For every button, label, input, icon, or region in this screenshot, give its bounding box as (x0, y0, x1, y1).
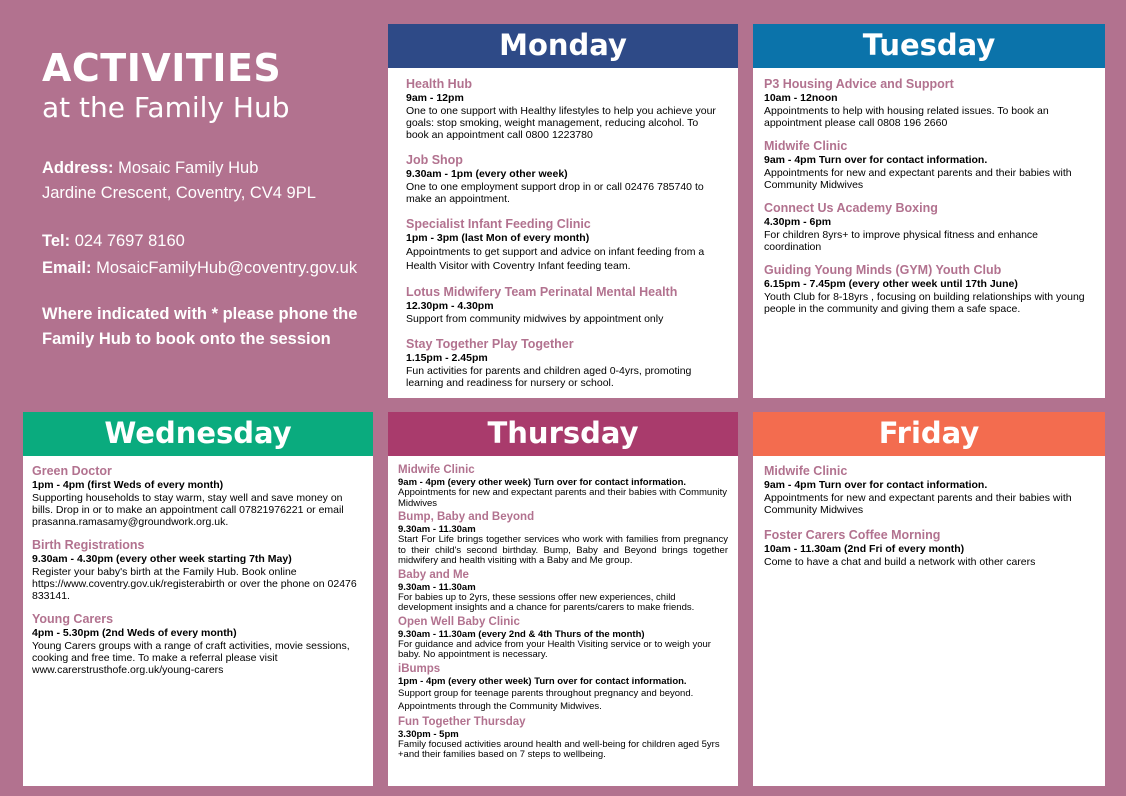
activity-name: Specialist Infant Feeding Clinic (406, 217, 591, 231)
activity-desc: Family focused activities around health and well-being for children aged 5yrs +and their families based on 7 steps to wellbeing. (398, 738, 720, 760)
list-item (406, 77, 720, 141)
activity-desc: Appointments for new and expectant parents and their babies with Community Midwives (764, 492, 1072, 516)
activity-desc: One to one support with Healthy lifestyles to help you achieve your goals: stop smoking, weight management, reducing alcohol. To book an appointment call 0800 1223780 (406, 105, 716, 141)
list-item (764, 528, 1093, 568)
activity-desc: Register your baby's birth at the Family Hub. Book online https://www.coventry.gov.uk/registerabirth or over the phone on 02476 833141. (32, 566, 357, 602)
activity-time: 1pm - 4pm (first Weds of every month) (32, 479, 224, 491)
activity-name: Open Well Baby Clinic (398, 615, 520, 628)
wednesday-list (23, 456, 373, 676)
activity-desc: Appointments to help with housing related issues. To book an appointment please call 0808 196 2660 (764, 105, 1049, 129)
activity-time: 9am - 12pm (406, 92, 464, 104)
activity-time: 9am - 4pm Turn over for contact information. (764, 154, 988, 166)
activity-desc: Appointments to get support and advice on infant feeding from a Health Visitor with Coventry Infant feeding team. (406, 246, 705, 272)
activity-name: Connect Us Academy Boxing (764, 201, 938, 215)
list-item (398, 663, 728, 714)
activity-desc: Come to have a chat and build a network with other carers (764, 556, 1036, 568)
activity-time: 1pm - 3pm (last Mon of every month) (406, 232, 590, 244)
activity-name: Lotus Midwifery Team Perinatal Mental Health (406, 285, 678, 299)
activity-name: iBumps (398, 662, 441, 675)
activity-time: 9.30am - 1pm (every other week) (406, 168, 568, 180)
list-item (398, 511, 728, 567)
activity-name: Health Hub (406, 77, 472, 91)
activity-desc: Fun activities for parents and children aged 0-4yrs, promoting learning and readiness for nursery or school. (406, 365, 692, 389)
activity-name: Midwife Clinic (398, 464, 475, 476)
monday-card (388, 24, 738, 398)
activity-time: 9.30am - 11.30am (every 2nd & 4th Thurs of the month) (398, 628, 645, 640)
activity-time: 1pm - 4pm (every other week) Turn over for contact information. (398, 675, 687, 687)
intro-panel (42, 48, 382, 352)
activity-desc: For babies up to 2yrs, these sessions offer new experiences, child development insights and a chance for parents/carers to make friends. (398, 591, 695, 613)
tuesday-list (753, 68, 1105, 315)
booking-note: Where indicated with * please phone the Family Hub to book onto the session (42, 305, 358, 348)
address-label: Address: (42, 159, 114, 177)
activity-name: P3 Housing Advice and Support (764, 77, 954, 91)
activity-name: Midwife Clinic (764, 139, 848, 153)
activity-desc: For children 8yrs+ to improve physical fitness and enhance coordination (764, 229, 1039, 253)
tuesday-card (753, 24, 1105, 398)
activity-time: 4pm - 5.30pm (2nd Weds of every month) (32, 627, 237, 639)
monday-list (388, 68, 738, 389)
activity-name: Fun Together Thursday (398, 715, 526, 728)
activity-desc-extra: Appointments through the Community Midwives. (398, 701, 602, 712)
contact-block (42, 228, 382, 282)
activity-time: 9am - 4pm Turn over for contact information. (764, 479, 988, 491)
activity-desc: Supporting households to stay warm, stay well and save money on bills. Drop in or to make an appointment call 07821976221 or email prasanna.ramasamy@groundwork.org.uk. (32, 492, 344, 528)
activity-time: 9.30am - 4.30pm (every other week starting 7th May) (32, 553, 292, 565)
activity-desc: Support from community midwives by appointment only (406, 313, 664, 325)
list-item (32, 538, 359, 602)
tel-label: Tel: (42, 232, 71, 250)
address-line-1: Mosaic Family Hub (118, 159, 259, 177)
activity-desc: Start For Life brings together services who work with families from pregnancy to their child's second birthday. Bump, Baby and Beyond brings together midwifery and health visiting with a Baby and Me group. (398, 534, 728, 566)
activity-time: 1.15pm - 2.45pm (406, 352, 488, 364)
friday-card (753, 412, 1105, 786)
page-title: ACTIVITIES (42, 46, 282, 90)
activity-time: 9.30am - 11.30am (398, 524, 476, 535)
activity-desc: Young Carers groups with a range of craft activities, movie sessions, cooking and free time. To make a referral please visit www.carerstrusthofe.org.uk/young-carers (32, 640, 350, 676)
list-item (764, 201, 1093, 253)
email-value: MosaicFamilyHub@coventry.gov.uk (96, 259, 358, 277)
activity-desc: For guidance and advice from your Health Visiting service or to weigh your baby. No appointment is necessary. (398, 638, 711, 660)
list-item (764, 139, 1093, 191)
activity-time: 10am - 11.30am (2nd Fri of every month) (764, 543, 965, 555)
activity-desc: Appointments for new and expectant parents and their babies with Community Midwives (398, 487, 727, 509)
activity-name: Bump, Baby and Beyond (398, 511, 535, 523)
list-item (398, 616, 728, 661)
address-block (42, 156, 382, 206)
tuesday-header: Tuesday (753, 24, 1105, 68)
activity-time: 12.30pm - 4.30pm (406, 300, 494, 312)
email-label: Email: (42, 259, 92, 277)
activity-desc: Support group for teenage parents throughout pregnancy and beyond. (398, 687, 694, 699)
activity-time: 4.30pm - 6pm (764, 216, 832, 228)
activity-time: 9am - 4pm (every other week) Turn over for contact information. (398, 477, 687, 488)
wednesday-card (23, 412, 373, 786)
page-subtitle: at the Family Hub (42, 91, 290, 124)
list-item (32, 612, 359, 676)
activity-time: 10am - 12noon (764, 92, 838, 104)
thursday-card (388, 412, 738, 786)
activity-name: Stay Together Play Together (406, 337, 574, 351)
activity-name: Guiding Young Minds (GYM) Youth Club (764, 263, 1002, 277)
list-item (406, 153, 720, 205)
list-item (398, 716, 728, 761)
list-item (764, 263, 1093, 315)
friday-list (753, 456, 1105, 568)
friday-header: Friday (753, 412, 1105, 456)
activity-name: Job Shop (406, 153, 463, 167)
tel-value: 024 7697 8160 (74, 232, 185, 250)
list-item (32, 464, 359, 528)
activity-name: Green Doctor (32, 464, 112, 478)
activity-desc: One to one employment support drop in or call 02476 785740 to make an appointment. (406, 181, 704, 205)
list-item (764, 77, 1093, 129)
list-item (406, 337, 720, 389)
activity-name: Foster Carers Coffee Morning (764, 528, 941, 542)
list-item (398, 464, 728, 509)
wednesday-header: Wednesday (23, 412, 373, 456)
activity-name: Baby and Me (398, 568, 469, 581)
list-item (764, 464, 1093, 516)
activity-name: Birth Registrations (32, 538, 145, 552)
monday-header: Monday (388, 24, 738, 68)
address-line-2: Jardine Crescent, Coventry, CV4 9PL (42, 184, 316, 202)
activity-time: 9.30am - 11.30am (398, 581, 476, 593)
activity-time: 3.30pm - 5pm (398, 728, 459, 740)
list-item (406, 285, 720, 325)
activity-desc: Youth Club for 8-18yrs , focusing on building relationships with young people in the community and giving them a safe space. (764, 291, 1085, 315)
activity-name: Midwife Clinic (764, 464, 848, 478)
activity-time: 6.15pm - 7.45pm (every other week until 17th June) (764, 278, 1018, 290)
activity-name: Young Carers (32, 612, 114, 626)
thursday-header: Thursday (388, 412, 738, 456)
activity-desc: Appointments for new and expectant parents and their babies with Community Midwives (764, 167, 1072, 191)
thursday-list (388, 456, 738, 761)
list-item (398, 569, 728, 614)
list-item (406, 217, 720, 273)
